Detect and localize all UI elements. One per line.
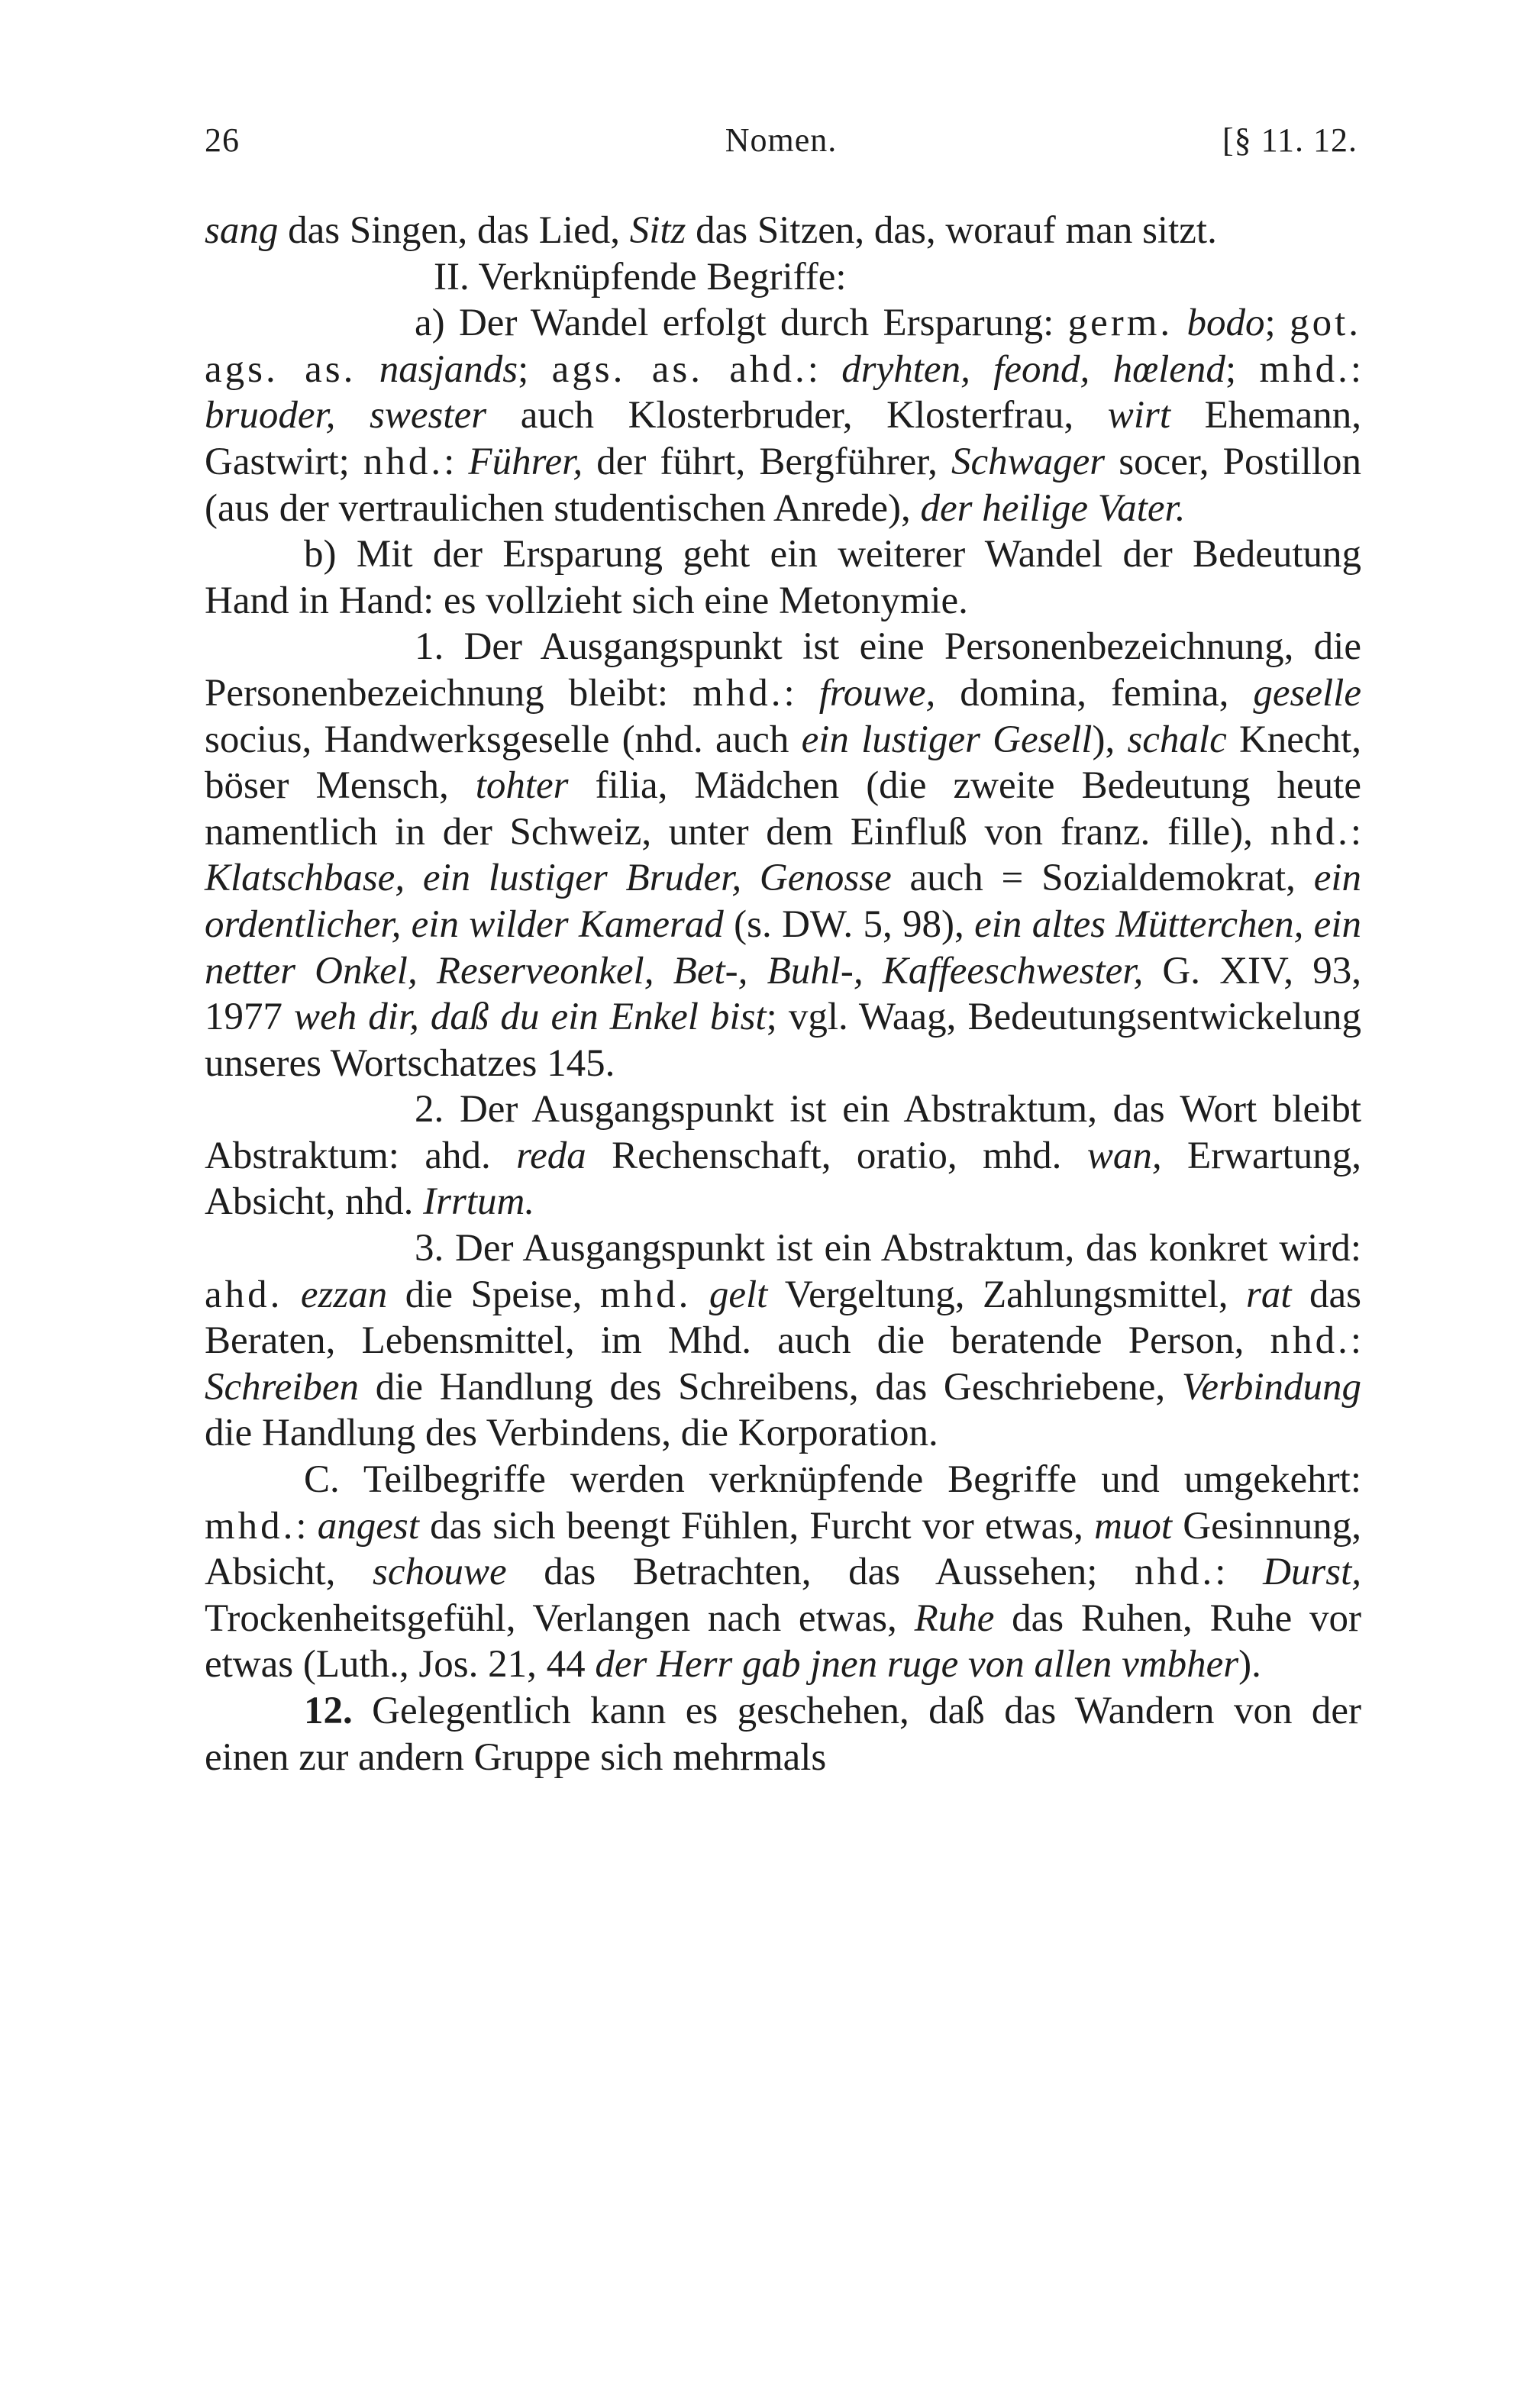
- text-span: :: [295, 1504, 318, 1548]
- language-abbrev: nhd.: [1135, 1551, 1215, 1594]
- text-span: (s. DW. 5, 98),: [723, 902, 975, 946]
- text-span: Erwartung, Absicht, nhd.: [205, 1134, 1361, 1224]
- word-italic: Schreiben: [205, 1365, 360, 1409]
- paragraph-c-teilbegriffe: [205, 1457, 1361, 1688]
- text-span: Knecht, böser Mensch,: [205, 718, 1361, 808]
- word-italic: Irrtum.: [423, 1180, 535, 1224]
- text-span: ;: [1264, 302, 1290, 345]
- paragraph-section-12: [205, 1688, 1361, 1780]
- word-italic: nasjands: [379, 347, 518, 391]
- text-span: ),: [1092, 718, 1128, 761]
- running-title: Nomen.: [725, 121, 838, 159]
- text-span: II. Verknüpfende Begriffe:: [434, 255, 847, 299]
- word-italic: wan,: [1086, 1134, 1162, 1177]
- paragraph-a-ersparung: [205, 300, 1361, 531]
- section-number: 12.: [304, 1690, 353, 1732]
- text-span: ;: [518, 347, 552, 391]
- word-italic: Ruhe: [914, 1596, 995, 1640]
- word-italic: ein altes Mütterchen, ein netter Onkel, Reserveonkel, Bet-, Buhl-, Kaffeeschwester,: [205, 902, 1361, 993]
- word-italic: muot: [1094, 1504, 1173, 1548]
- text-span: Trockenheitsgefühl, Verlangen nach etwas,: [205, 1596, 915, 1640]
- page-number: 26: [205, 121, 240, 159]
- text-span: 3. Der Ausgangspunkt ist ein Abstraktum, das konkret wird:: [415, 1227, 1361, 1270]
- language-abbrev: ags. as. ahd.: [551, 347, 808, 391]
- language-abbrev: mhd.: [692, 671, 784, 715]
- word-italic: der Herr gab jnen ruge von allen vmbher: [595, 1643, 1239, 1687]
- word-italic: tohter: [475, 764, 569, 808]
- text-span: das Ruhen, Ruhe vor etwas (Luth., Jos. 21, 44: [205, 1596, 1361, 1687]
- word-italic: schalc: [1127, 718, 1227, 761]
- word-italic: bruoder, swester: [205, 394, 487, 437]
- text-span: 2. Der Ausgangspunkt ist ein Abstraktum, das Wort bleibt Abstraktum: ahd.: [205, 1088, 1361, 1177]
- section-reference: [§ 11. 12.: [1222, 121, 1358, 159]
- text-span: socius, Handwerksgeselle (nhd. auch: [205, 718, 802, 761]
- text-span: [691, 1273, 709, 1316]
- word-italic: frouwe,: [818, 671, 936, 715]
- running-header: [205, 121, 1358, 174]
- language-abbrev: mhd.: [205, 1504, 296, 1548]
- text-span: Gelegentlich kann es geschehen, daß das Wandern von der einen zur andern Gruppe sich mehrmals: [205, 1690, 1361, 1779]
- text-span: b) Mit der Ersparung geht ein weiterer Wandel der Bedeutung Hand in Hand: es vollzieht sich eine Metonymie.: [205, 533, 1361, 622]
- text-span: [356, 348, 379, 391]
- word-italic: gelt: [709, 1273, 768, 1316]
- word-italic: ein lustiger Gesell: [801, 718, 1093, 761]
- text-span: :: [807, 347, 842, 391]
- text-span: socer, Postillon (aus der vertraulichen studentischen Anrede),: [205, 440, 1362, 530]
- paragraph-1-personenbezeichnung: [205, 624, 1361, 1086]
- text-span: :: [1350, 810, 1361, 854]
- text-span: Ehemann, Gastwirt;: [205, 394, 1361, 483]
- paragraph-3-konkret: [205, 1225, 1361, 1457]
- word-italic: ezzan: [300, 1273, 388, 1316]
- word-italic: der heilige Vater.: [920, 486, 1186, 530]
- word-italic: schouwe: [373, 1551, 507, 1594]
- text-span: Vergeltung, Zahlungsmittel,: [767, 1273, 1247, 1316]
- language-abbrev: got. ags. as.: [205, 302, 1361, 391]
- text-span: das Betrachten, das Aussehen;: [506, 1551, 1135, 1594]
- text-span: ).: [1238, 1643, 1261, 1687]
- text-span: die Handlung des Schreibens, das Geschriebene,: [359, 1365, 1182, 1409]
- text-span: :: [444, 440, 469, 483]
- body-text: [205, 208, 1361, 1780]
- text-span: 1. Der Ausgangspunkt ist eine Personenbezeichnung, die Personenbezeichnung bleibt:: [205, 625, 1361, 715]
- text-span: das sich beengt Fühlen, Furcht vor etwas,: [418, 1504, 1095, 1548]
- text-span: :: [1350, 1319, 1361, 1363]
- text-span: :: [1215, 1551, 1264, 1594]
- text-span: die Speise,: [387, 1273, 600, 1316]
- word-italic: Führer,: [468, 440, 583, 483]
- text-span: auch Klosterbruder, Klosterfrau,: [486, 394, 1108, 437]
- word-italic: angest: [317, 1504, 419, 1548]
- language-abbrev: nhd.: [363, 440, 444, 483]
- text-span: das Beraten, Lebensmittel, im Mhd. auch die beratende Person,: [205, 1273, 1362, 1363]
- text-span: [1173, 302, 1186, 344]
- text-span: das Singen, das Lied,: [278, 209, 630, 252]
- language-abbrev: nhd.: [1270, 810, 1351, 854]
- text-span: G. XIV, 93, 1977: [205, 949, 1361, 1039]
- paragraph-b-metonymie: [205, 531, 1361, 624]
- word-italic: wirt: [1107, 394, 1170, 437]
- word-italic: Verbindung: [1181, 1365, 1361, 1409]
- text-span: [282, 1273, 301, 1316]
- text-span: C. Teilbegriffe werden verknüpfende Begriffe und umgekehrt:: [304, 1458, 1361, 1502]
- text-span: ; vgl. Waag, Bedeutungsentwickelung unseres Wortschatzes 145.: [205, 996, 1362, 1085]
- word-italic: bodo: [1186, 302, 1265, 345]
- heading-verknuepfende-begriffe: [205, 254, 1361, 301]
- word-italic: dryhten, feond, hœlend: [841, 347, 1225, 391]
- word-italic: Klatschbase, ein lustiger Bruder, Genosse: [205, 857, 892, 900]
- text-span: domina, femina,: [935, 671, 1254, 715]
- text-span: :: [783, 671, 819, 715]
- word-italic: rat: [1246, 1273, 1292, 1316]
- text-span: Gesinnung, Absicht,: [205, 1504, 1361, 1594]
- language-abbrev: mhd.: [1259, 347, 1351, 391]
- language-abbrev: germ.: [1067, 302, 1173, 345]
- text-span: Rechenschaft, oratio, mhd.: [586, 1134, 1087, 1177]
- language-abbrev: mhd.: [599, 1273, 692, 1316]
- text-span: :: [1350, 347, 1362, 391]
- text-span: filia, Mädchen (die zweite Bedeutung heute namentlich in der Schweiz, unter dem Einfluß von franz. fille),: [205, 764, 1361, 854]
- language-abbrev: nhd.: [1270, 1319, 1351, 1363]
- word-italic: Durst,: [1263, 1551, 1362, 1594]
- word-italic: ein ordentlicher, ein wilder Kamerad: [205, 857, 1361, 946]
- text-span: a) Der Wandel erfolgt durch Ersparung:: [415, 302, 1068, 345]
- text-span: das Sitzen, das, worauf man sitzt.: [686, 209, 1217, 252]
- paragraph-sang: [205, 208, 1361, 254]
- word-italic: geselle: [1253, 671, 1361, 715]
- text-span: die Handlung des Verbindens, die Korporation.: [205, 1412, 938, 1455]
- word-italic: Schwager: [951, 440, 1106, 483]
- word-italic: reda: [516, 1134, 586, 1177]
- text-span: der führt, Bergführer,: [583, 440, 951, 483]
- language-abbrev: ahd.: [205, 1273, 283, 1316]
- text-span: auch = Sozialdemokrat,: [891, 857, 1314, 900]
- paragraph-2-abstraktum: [205, 1086, 1361, 1225]
- word-italic: weh dir, daß du ein Enkel bist: [294, 996, 767, 1039]
- word-italic: sang: [205, 209, 279, 252]
- word-italic: Sitz: [629, 209, 686, 252]
- text-span: ;: [1225, 347, 1260, 391]
